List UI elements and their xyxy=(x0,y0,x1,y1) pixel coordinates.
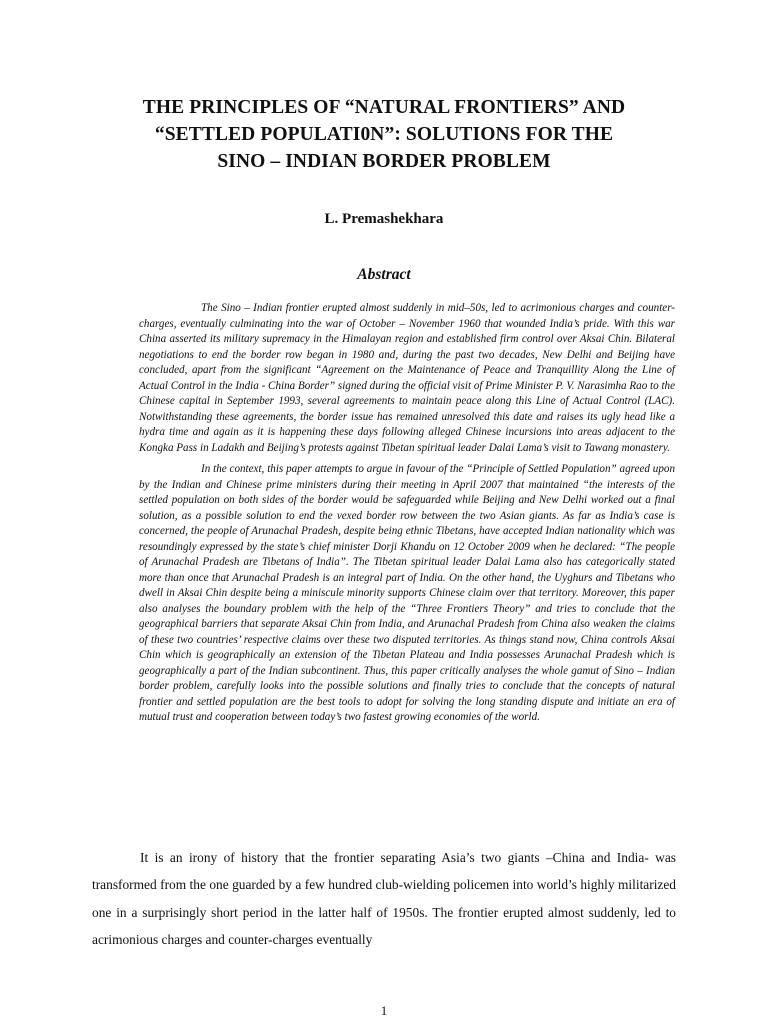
body-paragraph: It is an irony of history that the frontier separating Asia’s two giants –China and India- was transformed from the one guarded by a few hundred club-wielding policemen into world’s highly militarized one in a surprisingly short period in the latter half of 1950s. The frontier erupted almost suddenly, led to acrimonious charges and counter-charges eventually xyxy=(92,850,676,947)
body-text xyxy=(92,844,676,953)
title-line-1: THE PRINCIPLES OF “NATURAL FRONTIERS” AND xyxy=(142,97,626,118)
abstract-body xyxy=(139,301,675,726)
abstract-paragraph-1: The Sino – Indian frontier erupted almost suddenly in mid–50s, led to acrimonious charges and counter-charges, eventually culminating into the war of October – November 1960 that wounded India’s pride. With this war China asserted its military supremacy in the Himalayan region and established firm control over Aksai Chin. Bilateral negotiations to end the border row began in 1980 and, during the past two decades, New Delhi and Beijing have concluded, apart from the significant “Agreement on the Maintenance of Peace and Tranquillity Along the Line of Actual Control in the India - China Border” signed during the official visit of Prime Minister P. V. Narasimha Rao to the Chinese capital in September 1993, several agreements to maintain peace along this Line of Actual Control (LAC). Notwithstanding these agreements, the border issue has remained unresolved this date and raises its ugly head like a hydra time and again as it is happening these days following alleged Chinese incursions into areas adjacent to the Kongka Pass in Ladakh and Beijing’s protests against Tibetan spiritual leader Dalai Lama’s visit to Tawang monastery. xyxy=(139,302,675,454)
paper-title xyxy=(80,94,688,175)
abstract-paragraph-2: In the context, this paper attempts to argue in favour of the “Principle of Settled Population” agreed upon by the Indian and Chinese prime ministers during their meeting in April 2007 that maintained “the interests of the settled population on both sides of the border would be safeguarded while Beijing and New Delhi worked out a final solution, as a possible solution to end the vexed border row between the two Asian giants. As far as India’s case is concerned, the people of Arunachal Pradesh, despite being ethnic Tibetans, have accepted Indian nationality which was resoundingly expressed by the state’s chief minister Dorji Khandu on 12 October 2009 when he declared: “The people of Arunachal Pradesh are Tibetans of India”. The Tibetan spiritual leader Dalai Lama also has categorically stated more than once that Arunachal Pradesh is an integral part of India. On the other hand, the Uyghurs and Tibetans who dwell in Aksai Chin despite being a miniscule minority supports Chinese claim over that territory. Moreover, this paper also analyses the boundary problem with the help of the “Three Frontiers Theory” and tries to conclude that the geographical barriers that separate Aksai Chin from India, and Arunachal Pradesh from China also weaken the claims of these two countries’ respective claims over these two disputed territories. As things stand now, China controls Aksai Chin which is geographically an extension of the Tibetan Plateau and India possesses Arunachal Pradesh which is geographically a part of the Indian subcontinent. Thus, this paper critically analyses the whole gamut of Sino – Indian border problem, carefully looks into the possible solutions and finally tries to conclude that the concepts of natural frontier and settled population are the best tools to adopt for solving the long standing dispute and initiate an era of mutual trust and cooperation between today’s two fastest growing economies of the world. xyxy=(139,463,675,723)
abstract-heading: Abstract xyxy=(357,266,411,283)
title-line-3: SINO – INDIAN BORDER PROBLEM xyxy=(217,151,551,172)
author-name: L. Premashekhara xyxy=(324,211,444,227)
title-line-2: “SETTLED POPULATI0N”: SOLUTIONS FOR THE xyxy=(154,124,614,145)
page-number: 1 xyxy=(380,1003,388,1018)
